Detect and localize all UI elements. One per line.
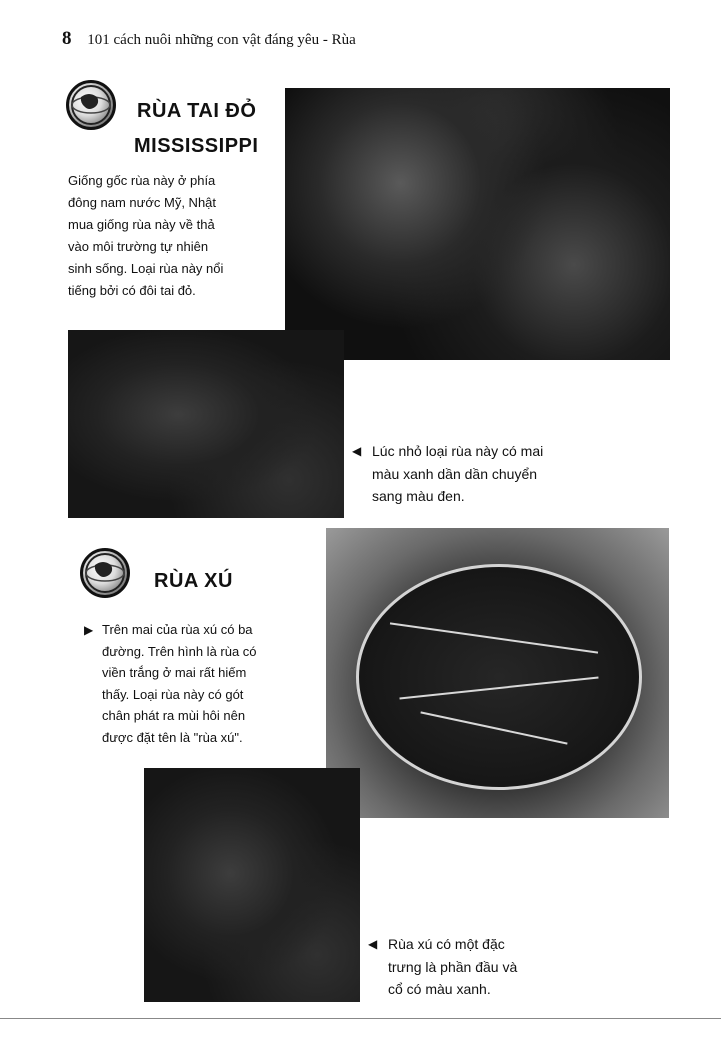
photo-red-eared-slider-bottom (68, 330, 344, 518)
body-line: mua giống rùa này về thả (68, 217, 215, 232)
section2-caption (388, 933, 648, 1001)
section1-body (68, 170, 283, 302)
globe-emblem-icon (66, 80, 116, 130)
book-title: 101 cách nuôi những con vật đáng yêu - Rùa (87, 32, 356, 48)
body-line: thấy. Loại rùa này có gót (102, 686, 244, 702)
triangle-left-icon: ◀ (352, 444, 362, 458)
caption-line: sang màu đen. (372, 488, 465, 504)
triangle-left-icon: ◀ (368, 937, 378, 951)
body-line: được đặt tên là "rùa xú". (102, 729, 243, 745)
caption-line: trưng là phần đầu và (388, 958, 518, 975)
body-line: chân phát ra mùi hôi nên (102, 708, 246, 723)
body-line: đường. Trên hình là rùa có (102, 643, 257, 659)
section1-title-line1: RÙA TAI ĐỎ (137, 100, 257, 122)
triangle-right-icon: ▶ (84, 623, 94, 637)
body-line: Giống gốc rùa này ở phía (68, 173, 216, 188)
caption-line: Lúc nhỏ loại rùa này có mai (372, 443, 544, 459)
photo-stinkpot-bottom (144, 768, 360, 1002)
running-header (62, 28, 356, 50)
caption-line: màu xanh dần dần chuyển (372, 465, 538, 482)
photo-stinkpot-top (326, 528, 669, 818)
caption-line: cổ có màu xanh. (388, 981, 491, 997)
body-line: viền trắng ở mai rất hiếm (102, 665, 247, 680)
body-line: Trên mai của rùa xú có ba (102, 622, 253, 637)
globe-emblem-icon (80, 548, 130, 598)
body-line: sinh sống. Loại rùa này nổi (68, 261, 224, 276)
section2-body (102, 619, 322, 748)
caption-line: Rùa xú có một đặc (388, 936, 505, 952)
section2-title: RÙA XÚ (154, 570, 233, 592)
section1-caption (372, 440, 652, 508)
page-bottom-rule (0, 1018, 721, 1019)
page-number: 8 (62, 28, 72, 49)
body-line: vào môi trường tự nhiên (68, 239, 209, 254)
body-line: đông nam nước Mỹ, Nhật (68, 195, 217, 210)
body-line: tiếng bởi có đôi tai đỏ. (68, 283, 196, 298)
photo-red-eared-slider-top (285, 88, 670, 360)
section1-title-line2: MISSISSIPPI (134, 135, 259, 157)
